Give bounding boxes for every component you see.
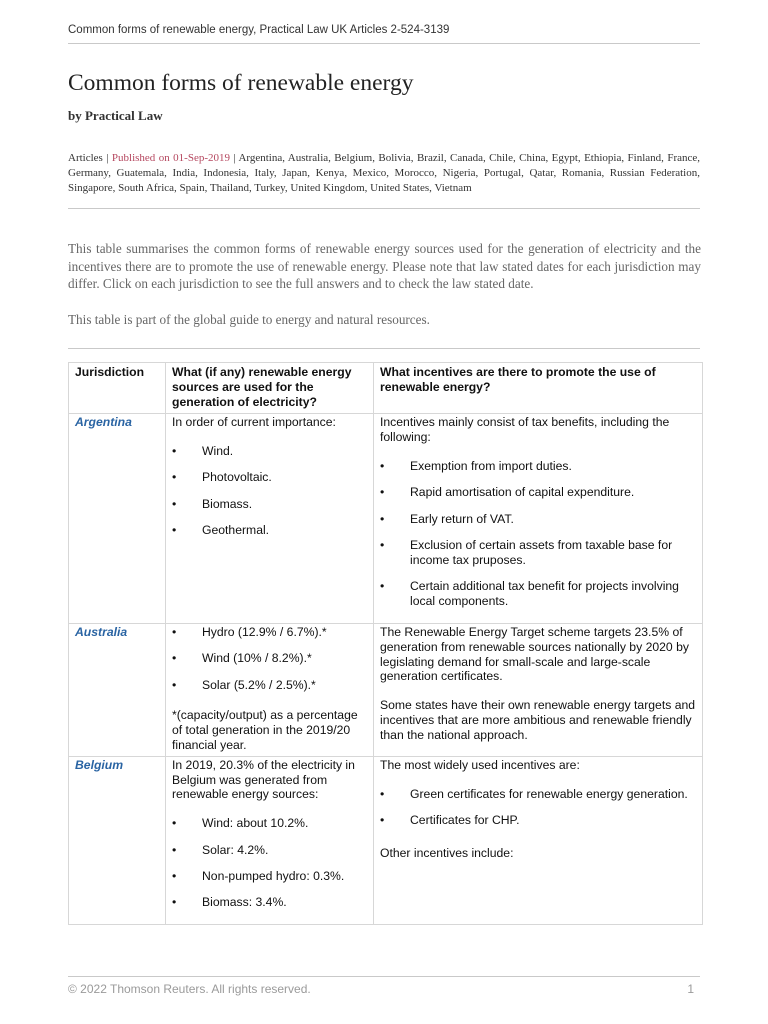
- header-jurisdiction: Jurisdiction: [69, 363, 166, 414]
- footer-divider: [68, 976, 700, 977]
- page-number: 1: [687, 982, 694, 996]
- sources-list: [172, 816, 367, 910]
- incentives-paragraph: Some states have their own renewable energy targets and incentives that are more ambitious and renewable friendly than the national approach.: [380, 698, 696, 742]
- intro-paragraph: This table summarises the common forms of renewable energy sources used for the generation of electricity and the incentives there are to promote the use of renewable energy. Please note that law stated dates for each jurisdiction may differ. Click on each jurisdiction to see the full answers and to check the law stated date.: [68, 241, 701, 291]
- list-item: • Geothermal.: [172, 523, 367, 538]
- list-item: • Rapid amortisation of capital expenditure.: [380, 485, 696, 500]
- jurisdiction-link-argentina[interactable]: Argentina: [75, 415, 132, 430]
- incentives-list: [380, 459, 696, 609]
- jurisdiction-list: Argentina, Australia, Belgium, Bolivia, Brazil, Canada, Chile, China, Egypt, Ethiopia, Finland, France, Germany, Guatemala, India, Indonesia, Italy, Japan, Kenya, Mexico, Morocco, Nigeria, Portugal, Qatar, Romania, Russian Federation, Singapore, South Africa, Spain, Thailand, Turkey, United Kingdom, United States, Vietnam: [68, 152, 701, 194]
- table-header-row: [69, 363, 703, 414]
- sources-intro: In order of current importance:: [172, 415, 336, 430]
- published-date: Published on 01-Sep-2019: [111, 152, 230, 164]
- byline: by Practical Law: [68, 108, 163, 123]
- list-item: • Wind: about 10.2%.: [172, 816, 367, 831]
- incentives-cell: [374, 756, 703, 925]
- list-item: • Wind (10% / 8.2%).*: [172, 651, 367, 666]
- sources-footnote: *(capacity/output) as a percentage of total generation in the 2019/20 financial year.: [172, 708, 358, 753]
- incentives-intro: Incentives mainly consist of tax benefits, including the following:: [380, 415, 670, 445]
- page-title: Common forms of renewable energy: [68, 70, 414, 96]
- renewables-table: [68, 362, 703, 925]
- incentives-cell: [374, 624, 703, 757]
- article-type: Articles: [68, 152, 103, 164]
- meta-separator: |: [233, 152, 236, 164]
- list-item: • Non-pumped hydro: 0.3%.: [172, 869, 367, 884]
- list-item: • Wind.: [172, 444, 367, 459]
- list-item: • Certificates for CHP.: [380, 813, 696, 828]
- table-divider: [68, 348, 700, 349]
- jurisdiction-link-australia[interactable]: Australia: [75, 625, 128, 640]
- meta-divider: [68, 208, 700, 209]
- sources-cell: [166, 756, 374, 925]
- header-incentives: What incentives are there to promote the use of renewable energy?: [374, 363, 703, 414]
- list-item: • Certain additional tax benefit for projects involving local components.: [380, 579, 696, 609]
- header-sources: What (if any) renewable energy sources are used for the generation of electricity?: [166, 363, 374, 414]
- guide-note: This table is part of the global guide to energy and natural resources.: [68, 312, 430, 327]
- list-item: • Photovoltaic.: [172, 470, 367, 485]
- table-row: [69, 624, 703, 757]
- list-item: • Green certificates for renewable energy generation.: [380, 787, 696, 802]
- list-item: • Solar (5.2% / 2.5%).*: [172, 678, 367, 693]
- jurisdiction-cell: [69, 414, 166, 624]
- article-meta: [68, 151, 700, 196]
- incentives-more: Other incentives include:: [380, 845, 514, 860]
- jurisdiction-cell: [69, 624, 166, 757]
- copyright: © 2022 Thomson Reuters. All rights reserved.: [68, 982, 311, 996]
- incentives-paragraph: The Renewable Energy Target scheme targets 23.5% of generation from renewable sources nationally by 2020 by legislating demand for small-scale and large-scale generation certificates.: [380, 625, 689, 684]
- incentives-list: [380, 787, 696, 828]
- running-header: Common forms of renewable energy, Practical Law UK Articles 2-524-3139: [68, 24, 450, 36]
- incentives-cell: [374, 414, 703, 624]
- sources-cell: [166, 624, 374, 757]
- sources-list: [172, 444, 367, 538]
- list-item: • Exemption from import duties.: [380, 459, 696, 474]
- table-row: [69, 414, 703, 624]
- jurisdiction-link-belgium[interactable]: Belgium: [75, 757, 124, 772]
- list-item: • Hydro (12.9% / 6.7%).*: [172, 625, 367, 640]
- list-item: • Solar: 4.2%.: [172, 843, 367, 858]
- meta-separator: |: [106, 152, 109, 164]
- list-item: • Exclusion of certain assets from taxable base for income tax pruposes.: [380, 538, 696, 568]
- sources-list: [172, 625, 367, 692]
- jurisdiction-cell: [69, 756, 166, 925]
- list-item: • Early return of VAT.: [380, 512, 696, 527]
- sources-intro: In 2019, 20.3% of the electricity in Belgium was generated from renewable energy sources:: [172, 757, 355, 802]
- table-row: [69, 756, 703, 925]
- sources-cell: [166, 414, 374, 624]
- header-divider: [68, 43, 700, 44]
- list-item: • Biomass: 3.4%.: [172, 895, 367, 910]
- incentives-intro: The most widely used incentives are:: [380, 757, 580, 772]
- list-item: • Biomass.: [172, 497, 367, 512]
